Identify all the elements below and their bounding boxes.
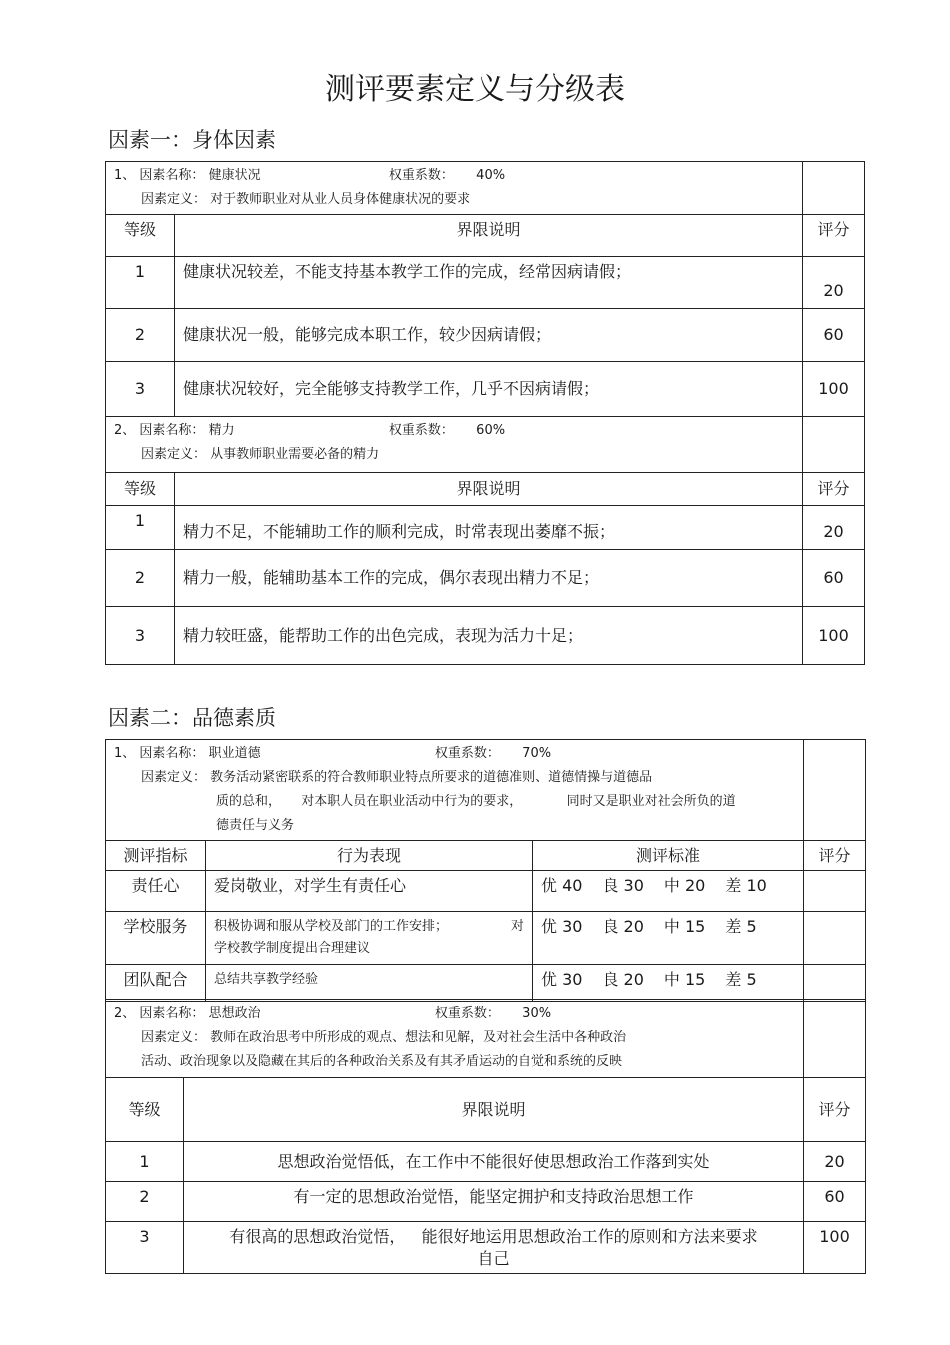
table-row (106, 965, 866, 1002)
score-cell: 20 (803, 506, 865, 550)
header-level: 等级 (106, 1078, 184, 1142)
header-behavior: 行为表现 (206, 841, 533, 871)
document-title: 测评要素定义与分级表 (325, 72, 625, 107)
empty-cell (804, 1000, 866, 1078)
header-score: 评分 (804, 1078, 866, 1142)
standard-cell (533, 965, 804, 1002)
desc-text: 有很高的思想政治觉悟， (229, 1227, 406, 1246)
behavior-text: 对 (510, 919, 524, 934)
score-cell: 60 (803, 550, 865, 607)
score-cell (804, 965, 866, 1002)
factor-name-label: 因素名称： (139, 168, 205, 183)
table-row (106, 506, 865, 550)
desc-text: 自己 (477, 1249, 510, 1268)
factor2-ethics-table (105, 739, 866, 1002)
factor-name: 精力 (208, 423, 235, 438)
weight-value: 60% (476, 423, 506, 438)
score-cell: 100 (803, 607, 865, 665)
ethics-info-row (106, 740, 866, 841)
factor-name: 职业道德 (208, 746, 261, 761)
grade-excellent: 优 30 (541, 970, 583, 989)
behavior-cell (206, 912, 533, 965)
definition-label: 因素定义： (141, 192, 207, 207)
factor-number: 2、 (114, 423, 136, 438)
grade-poor: 差 5 (725, 970, 757, 989)
header-row (106, 473, 865, 506)
level-cell: 3 (106, 362, 175, 417)
desc-cell (184, 1222, 804, 1274)
desc-cell: 精力不足，不能辅助工作的顺利完成，时常表现出萎靡不振； (175, 506, 803, 550)
politics-info-row (106, 1000, 866, 1078)
desc-cell: 精力较旺盛，能帮助工作的出色完成，表现为活力十足； (175, 607, 803, 665)
energy-info (106, 417, 803, 473)
desc-cell: 精力一般，能辅助基本工作的完成，偶尔表现出精力不足； (175, 550, 803, 607)
behavior-text: 积极协调和服从学校及部门的工作安排； (214, 919, 449, 934)
score-cell (804, 912, 866, 965)
definition-label: 因素定义： (141, 447, 207, 462)
desc-text: 能很好地运用思想政治工作的原则和方法来要求 (421, 1227, 758, 1246)
empty-cell (803, 417, 865, 473)
factor-number: 2、 (114, 1006, 136, 1021)
grade-medium: 中 15 (663, 970, 706, 989)
level-cell: 3 (106, 1222, 184, 1274)
score-cell (804, 871, 866, 912)
politics-info (106, 1000, 804, 1078)
header-level: 等级 (106, 215, 175, 257)
header-desc: 界限说明 (184, 1078, 804, 1142)
desc-cell: 健康状况较好，完全能够支持教学工作，几乎不因病请假； (175, 362, 803, 417)
factor-name: 健康状况 (208, 168, 261, 183)
behavior-cell: 总结共享教学经验 (206, 965, 533, 1002)
definition-text: 教务活动紧密联系的符合教师职业特点所要求的道德准则、道德情操与道德品 (210, 770, 653, 785)
behavior-text: 学校教学制度提出合理建议 (214, 941, 371, 956)
score-cell: 60 (803, 309, 865, 362)
table-row (106, 871, 866, 912)
score-cell: 100 (804, 1222, 866, 1274)
grade-good: 良 20 (602, 917, 644, 936)
empty-cell (804, 740, 866, 841)
header-desc: 界限说明 (175, 473, 803, 506)
table-row (106, 257, 865, 309)
table-row (106, 1142, 866, 1182)
level-cell: 2 (106, 309, 175, 362)
score-cell: 20 (804, 1142, 866, 1182)
table-row (106, 607, 865, 665)
definition-label: 因素定义： (141, 770, 207, 785)
score-cell: 60 (804, 1182, 866, 1222)
grade-medium: 中 15 (663, 917, 706, 936)
weight-value: 40% (476, 168, 506, 183)
weight-label: 权重系数： (388, 168, 454, 183)
grade-poor: 差 10 (725, 876, 767, 895)
weight-label: 权重系数： (434, 746, 500, 761)
behavior-cell: 爱岗敬业，对学生有责任心 (206, 871, 533, 912)
definition-text: 活动、政治现象以及隐藏在其后的各种政治关系及有其矛盾运动的自觉和系统的反映 (141, 1054, 623, 1069)
desc-cell: 健康状况较差，不能支持基本教学工作的完成，经常因病请假； (175, 257, 803, 309)
level-cell: 2 (106, 1182, 184, 1222)
header-score: 评分 (803, 473, 865, 506)
standard-cell (533, 871, 804, 912)
grade-medium: 中 20 (663, 876, 706, 895)
energy-info-row (106, 417, 865, 473)
factor1-heading: 因素一：身体因素 (108, 128, 276, 152)
definition-text: 质的总和， (216, 794, 282, 809)
definition-text: 德责任与义务 (216, 818, 295, 833)
table-row (106, 362, 865, 417)
level-cell: 1 (106, 1142, 184, 1182)
header-score: 评分 (803, 215, 865, 257)
header-standard: 测评标准 (533, 841, 804, 871)
definition-text: 从事教师职业需要必备的精力 (210, 447, 380, 462)
header-level: 等级 (106, 473, 175, 506)
level-cell: 1 (106, 506, 175, 550)
weight-value: 30% (522, 1006, 552, 1021)
grade-good: 良 30 (602, 876, 644, 895)
empty-cell (803, 162, 865, 215)
grade-good: 良 20 (602, 970, 644, 989)
table-row (106, 550, 865, 607)
score-cell: 20 (803, 257, 865, 309)
level-cell: 3 (106, 607, 175, 665)
header-score: 评分 (804, 841, 866, 871)
header-row (106, 215, 865, 257)
definition-text: 对本职人员在职业活动中行为的要求， (301, 794, 523, 809)
table-row (106, 1222, 866, 1274)
factor2-heading: 因素二：品德素质 (108, 706, 276, 730)
score-cell: 100 (803, 362, 865, 417)
factor-number: 1、 (114, 168, 136, 183)
table-row (106, 309, 865, 362)
header-row (106, 841, 866, 871)
definition-label: 因素定义： (141, 1030, 207, 1045)
grade-excellent: 优 40 (541, 876, 583, 895)
health-info (106, 162, 803, 215)
definition-text: 对于教师职业对从业人员身体健康状况的要求 (210, 192, 471, 207)
definition-text: 同时又是职业对社会所负的道 (566, 794, 736, 809)
header-desc: 界限说明 (175, 215, 803, 257)
indicator-cell: 责任心 (106, 871, 206, 912)
grade-poor: 差 5 (725, 917, 757, 936)
weight-label: 权重系数： (388, 423, 454, 438)
factor-name-label: 因素名称： (139, 1006, 205, 1021)
health-info-row (106, 162, 865, 215)
ethics-info (106, 740, 804, 841)
desc-cell: 健康状况一般，能够完成本职工作，较少因病请假； (175, 309, 803, 362)
factor-name-label: 因素名称： (139, 746, 205, 761)
weight-value: 70% (522, 746, 552, 761)
indicator-cell: 学校服务 (106, 912, 206, 965)
level-cell: 2 (106, 550, 175, 607)
desc-cell: 有一定的思想政治觉悟，能坚定拥护和支持政治思想工作 (184, 1182, 804, 1222)
indicator-cell: 团队配合 (106, 965, 206, 1002)
table-row (106, 912, 866, 965)
factor2-politics-table (105, 999, 866, 1274)
header-indicator: 测评指标 (106, 841, 206, 871)
grade-excellent: 优 30 (541, 917, 583, 936)
table-row (106, 1182, 866, 1222)
factor-number: 1、 (114, 746, 136, 761)
definition-text: 教师在政治思考中所形成的观点、想法和见解，及对社会生活中各种政治 (210, 1030, 627, 1045)
factor-name: 思想政治 (208, 1006, 261, 1021)
factor-name-label: 因素名称： (139, 423, 205, 438)
desc-cell: 思想政治觉悟低，在工作中不能很好使思想政治工作落到实处 (184, 1142, 804, 1182)
factor1-table (105, 161, 865, 665)
weight-label: 权重系数： (434, 1006, 500, 1021)
standard-cell (533, 912, 804, 965)
header-row (106, 1078, 866, 1142)
level-cell: 1 (106, 257, 175, 309)
